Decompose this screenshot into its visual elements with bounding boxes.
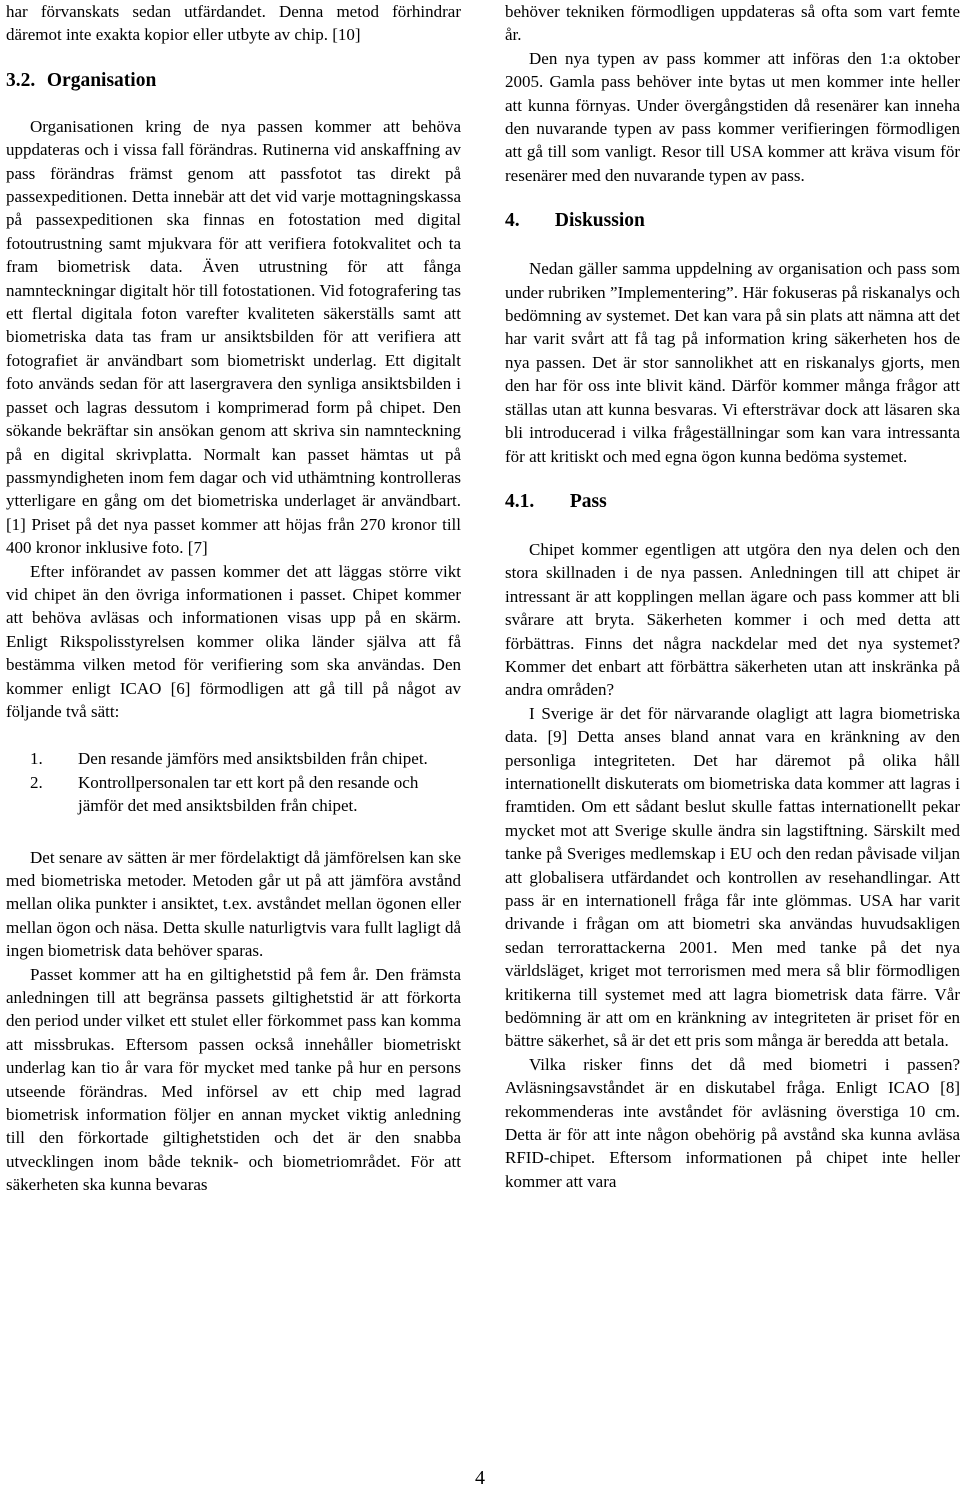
paragraph-new-pass: Den nya typen av pass kommer att införas den 1:a oktober 2005. Gamla pass behöver inte bytas ut men kommer inte heller att kunna förnyas. Under övergångstiden då resenärer kan inneha den nuvarande typen av pass kommer verifieringen förmodligen att gå till som vanligt. Resor till USA kommer att kräva visum för resenärer med den nuvarande typen av pass. (505, 48, 960, 185)
verification-method-list (6, 747, 461, 817)
list-marker: 1. (30, 749, 43, 769)
list-item-text: Den resande jämförs med ansiktsbilden från chipet. (78, 749, 428, 769)
list-item-text: Kontrollpersonalen tar ett kort på den resande och jämför det med ansiktsbilden från chipet. (78, 772, 419, 816)
paragraph-pass-3: Vilka risker finns det då med biometri i passen? Avläsningsavståndet är en diskutabel fråga. Enligt ICAO [8] rekommenderas inte avståndet för avläsning överstiga 10 cm. Detta är för att inte någon obehörig på avstånd ska kunna avläsa RFID-chipet. Eftersom informationen på chipet inte heller kommer att vara (505, 1054, 960, 1191)
paragraph-discussion: Nedan gäller samma uppdelning av organisation och pass som under rubriken ”Implementering”. Här fokuseras på riskanalys och bedömning av systemet. Det kan vara på sin plats att nämna att det har varit svårt att få tag på information kring säkerheten hos de nya passen. Det är stor sannolikhet att en riskanalys gjorts, men den har för oss inte blivit känd. Därför kommer många frågor att ställas utan att kunna besvaras. Vi eftersträvar dock att läsaren ska bli introducerad i vilka frågeställningar som kan vara intressanta för att kritiskt och med egna ögon kunna bedöma systemet. (505, 259, 960, 466)
section-title: Diskussion (554, 210, 645, 232)
page-number: 4 (475, 1467, 485, 1489)
section-title: Pass (569, 490, 607, 512)
section-title: Organisation (46, 69, 157, 91)
paragraph-pass-1: Chipet kommer egentligen att utgöra den nya delen och den stora skillnaden i de nya passen. Anledningen till att chipet är intressant är att kopplingen mellan ägare och pass kommer att bli svårare att bryta. Säkerheten kommer i och med detta att förbättras. Finns det några nackdelar med det nya systemet? Kommer det enbart att förbättra säkerheten utan att inskränka på andra områden? (505, 539, 960, 700)
section-heading-3-2 (6, 69, 461, 93)
paragraph-continuation-right: behöver tekniken förmodligen uppdateras så ofta som vart femte år. (505, 2, 960, 45)
list-marker: 2. (30, 772, 43, 792)
paragraph-organisation-3: Det senare av sätten är mer fördelaktigt då jämförelsen kan ske med biometriska metoder. Metoden går ut på att jämföra avstånd mellan olika punkter i ansiktet, t.ex. avståndet mellan ögonen eller mellan ögon och näsa. Detta skulle naturligtvis vara fullt lagligt då ingen biometrisk data behöver sparas. (6, 847, 461, 961)
section-number: 3.2. (6, 69, 36, 91)
paragraph-pass-2: I Sverige är det för närvarande olagligt att lagra biometriska data. [9] Detta anses bland annat vara en kränkning av den personliga integriteten. Det har däremot på olika håll internationellt diskuterats om biometriska data kommer att lagras i framtiden. Om ett sådant beslut skulle fattas internationellt pekar mycket mot att Sverige skulle ändra sin lagstiftning. Särskilt med tanke på Sveriges medlemskap i EU och den redan påvisade viljan att globalisera utfärdandet och kontrollen av resehandlingar. Att pass är en internationell fråga får inte glömmas. USA har varit drivande i frågan om att biometri ska användas huvudsakligen sedan terrorattackerna 2001. Men med tanke på det nya världsläget, kriget mot terrorismen med mera så blir förmodligen kritikerna till systemet med att lagra biometrisk data färre. Vår bedömning är att om en kränkning av integriteten är priset för en bättre säkerhet, så är det ett pris som många är beredda att betala. (505, 703, 960, 1051)
right-column (505, 0, 960, 1193)
list-item (6, 747, 461, 770)
section-heading-4-1 (505, 490, 960, 514)
left-column (6, 0, 461, 1197)
list-item (6, 771, 461, 818)
paragraph-organisation-1: Organisationen kring de nya passen kommer att behöva uppdateras och i vissa fall förändras. Rutinerna vid anskaffning av pass förändras främst genom att passfotot tas direkt på passexpeditionen. Detta innebär att det vid varje mottagningskassa på passexpeditionen ska finnas en fotostation med digital fotoutrustning samt mjukvara för att verifiera fotokvalitet och ta fram biometrisk data. Även utrustning för att fånga namnteckningar digitalt hör till fotostationen. Vid fotografering tas ett flertal digitala foton varefter kvaliteten säkerställs samt att biometriska data tas fram ur ansiktsbilden för att verifiera att fotografiet är användbart som biometriskt underlag. Ett digitalt foto används sedan för att lasergravera den synliga ansiktsbilden i passet och lagras dessutom i komprimerad form på chipet. Den sökande bekräftar sin ansökan genom att skriva sin namnteckning på en digital skrivplatta. Normalt kan passet hämtas ut på passmyndigheten inom fem dagar och vid uthämtning kontrolleras ytterligare en gång om det biometriska underlaget är användbart. [1] Priset på det nya passet kommer att höjas från 270 kronor till 400 kronor inklusive foto. [7] (6, 116, 461, 558)
section-number: 4. (505, 210, 520, 232)
paragraph-organisation-2: Efter införandet av passen kommer det att läggas större vikt vid chipet än den övriga informationen i passet. Chipet kommer att behöva avläsas och informationen visas upp på en skärm. Enligt Rikspolisstyrelsen kommer olika länder själva att få bestämma vilken metod för verifiering som ska användas. Den kommer enligt ICAO [6] förmodligen att gå till på något av följande två sätt: (6, 561, 461, 721)
section-number: 4.1. (505, 490, 535, 512)
paragraph-organisation-4: Passet kommer att ha en giltighetstid på fem år. Den främsta anledningen till att begränsa passets giltighetstid är att förkorta den period under vilket ett stulet eller förkommet pass kan komma att missbrukas. Eftersom passen också innehåller biometriskt underlag kan tio år vara för mycket med tanke på hur en persons utseende förändras. Med införsel av ett chip med lagrad biometrisk information följer en annan mycket viktig anledning till den förkortade giltighetstiden och det är den snabba utvecklingen inom både teknik- och biometriområdet. För att säkerheten ska kunna bevaras (6, 964, 461, 1195)
paragraph-continuation: har förvanskats sedan utfärdandet. Denna metod förhindrar däremot inte exakta kopior eller utbyte av chip. [10] (6, 2, 461, 45)
section-heading-4 (505, 209, 960, 233)
